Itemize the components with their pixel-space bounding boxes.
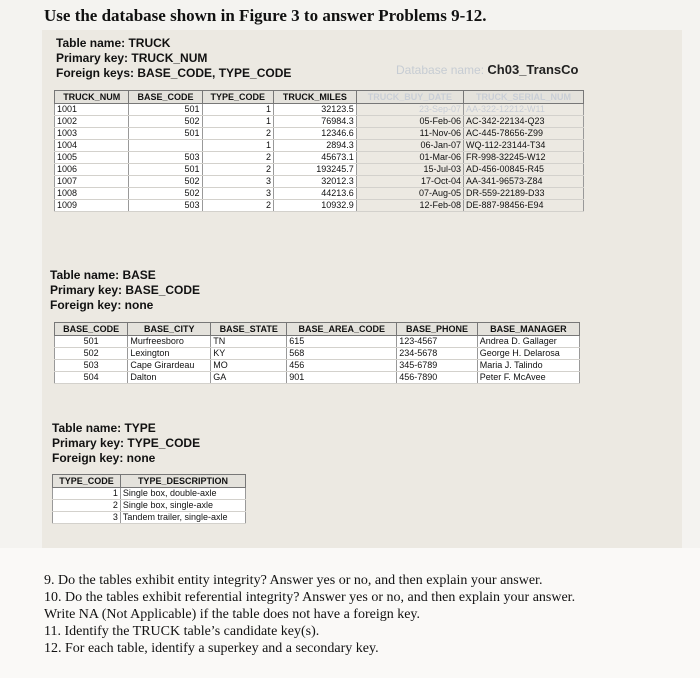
type-foreign-keys: Foreign key: none	[52, 451, 156, 465]
truck-table-cell: 12-Feb-08	[356, 200, 463, 212]
truck-table-cell: 23-Sep-07	[356, 104, 463, 116]
base-column-header: BASE_AREA_CODE	[287, 323, 397, 336]
base-table-cell: Andrea D. Gallager	[477, 336, 579, 348]
base-table-cell: Lexington	[128, 348, 211, 360]
truck-table-cell: AA-341-96573-Z84	[463, 176, 583, 188]
truck-column-header: TYPE_CODE	[202, 91, 273, 104]
truck-table-cell: 1	[202, 116, 273, 128]
truck-table-row	[55, 188, 584, 200]
truck-table-cell: 76984.3	[273, 116, 356, 128]
base-table-row	[55, 372, 580, 384]
truck-table-row	[55, 128, 584, 140]
truck-table-cell: 503	[129, 152, 202, 164]
truck-table-cell: 1001	[55, 104, 129, 116]
question-12: 12. For each table, identify a superkey and a secondary key.	[44, 641, 379, 656]
base-table-cell: MO	[211, 360, 287, 372]
base-table-cell: 502	[55, 348, 128, 360]
truck-table-cell: 1007	[55, 176, 129, 188]
truck-table-cell: 1003	[55, 128, 129, 140]
truck-table-cell: 32123.5	[273, 104, 356, 116]
base-table-cell: 503	[55, 360, 128, 372]
truck-table-cell: 2	[202, 128, 273, 140]
truck-table-cell: 15-Jul-03	[356, 164, 463, 176]
truck-table-cell: 503	[129, 200, 202, 212]
type-meta	[52, 421, 200, 466]
base-table-cell: Peter F. McAvee	[477, 372, 579, 384]
truck-table-cell: 1004	[55, 140, 129, 152]
truck-table-cell: DE-887-98456-E94	[463, 200, 583, 212]
truck-table-cell: 05-Feb-06	[356, 116, 463, 128]
truck-column-header: TRUCK_MILES	[273, 91, 356, 104]
base-table-cell: Maria J. Talindo	[477, 360, 579, 372]
type-table-cell: Single box, single-axle	[120, 500, 245, 512]
truck-table-cell: 1002	[55, 116, 129, 128]
base-table-cell: GA	[211, 372, 287, 384]
truck-table-cell: 1	[202, 140, 273, 152]
database-name-value: Ch03_TransCo	[487, 62, 579, 77]
type-table	[52, 474, 246, 524]
truck-table-cell: 32012.3	[273, 176, 356, 188]
base-column-header: BASE_STATE	[211, 323, 287, 336]
base-table-cell: 234-5678	[397, 348, 478, 360]
truck-foreign-keys: Foreign keys: BASE_CODE, TYPE_CODE	[56, 66, 292, 80]
questions	[44, 572, 700, 657]
question-10: 10. Do the tables exhibit referential integrity? Answer yes or no, and then explain your answer.	[44, 590, 576, 605]
truck-table-cell: FR-998-32245-W12	[463, 152, 583, 164]
base-meta	[50, 268, 200, 313]
base-column-header: BASE_CITY	[128, 323, 211, 336]
base-table-cell: 501	[55, 336, 128, 348]
base-table-cell: Cape Girardeau	[128, 360, 211, 372]
question-11: 11. Identify the TRUCK table’s candidate key(s).	[44, 624, 320, 639]
base-table-cell: 456	[287, 360, 397, 372]
base-table-cell: 456-7890	[397, 372, 478, 384]
truck-meta	[56, 36, 291, 81]
base-table-cell: 568	[287, 348, 397, 360]
base-foreign-keys: Foreign key: none	[50, 298, 154, 312]
truck-table-cell: 06-Jan-07	[356, 140, 463, 152]
truck-table-cell: 45673.1	[273, 152, 356, 164]
truck-table-cell: 44213.6	[273, 188, 356, 200]
truck-table-cell: 2	[202, 152, 273, 164]
truck-table-cell: 501	[129, 128, 202, 140]
truck-table-cell: 1008	[55, 188, 129, 200]
truck-table-row	[55, 116, 584, 128]
truck-table-cell: 3	[202, 188, 273, 200]
truck-table-cell: 11-Nov-06	[356, 128, 463, 140]
base-table-cell: 345-6789	[397, 360, 478, 372]
truck-table-cell: WQ-112-23144-T34	[463, 140, 583, 152]
truck-column-header: TRUCK_SERIAL_NUM	[463, 91, 583, 104]
base-table-cell: KY	[211, 348, 287, 360]
base-table-cell: 504	[55, 372, 128, 384]
truck-table-cell: 1	[202, 104, 273, 116]
type-table-cell: 3	[53, 512, 121, 524]
truck-primary-key: Primary key: TRUCK_NUM	[56, 51, 208, 65]
truck-column-header: TRUCK_BUY_DATE	[356, 91, 463, 104]
truck-table-cell: 17-Oct-04	[356, 176, 463, 188]
type-table-cell: 2	[53, 500, 121, 512]
base-column-header: BASE_MANAGER	[477, 323, 579, 336]
type-table-row	[53, 488, 246, 500]
database-name	[396, 62, 578, 77]
truck-table-cell: 12346.6	[273, 128, 356, 140]
truck-column-header: BASE_CODE	[129, 91, 202, 104]
question-9: 9. Do the tables exhibit entity integrity? Answer yes or no, and then explain your answer.	[44, 573, 543, 588]
truck-table-cell: AC-445-78656-Z99	[463, 128, 583, 140]
truck-table-cell: 10932.9	[273, 200, 356, 212]
base-primary-key: Primary key: BASE_CODE	[50, 283, 201, 297]
type-table-row	[53, 500, 246, 512]
truck-table-cell: 502	[129, 188, 202, 200]
truck-table-cell: 2	[202, 200, 273, 212]
type-table-name: Table name: TYPE	[52, 421, 156, 435]
base-table-cell: George H. Delarosa	[477, 348, 579, 360]
base-table-row	[55, 360, 580, 372]
truck-table-cell: AA-322-12212-W11	[463, 104, 583, 116]
page-heading: Use the database shown in Figure 3 to answer Problems 9-12.	[44, 6, 487, 25]
truck-table-cell: 502	[129, 176, 202, 188]
truck-table	[54, 90, 584, 212]
base-table-name: Table name: BASE	[50, 268, 156, 282]
truck-table-row	[55, 200, 584, 212]
type-table-cell: Tandem trailer, single-axle	[120, 512, 245, 524]
base-table-row	[55, 348, 580, 360]
base-table-cell: Murfreesboro	[128, 336, 211, 348]
truck-table-cell: 502	[129, 116, 202, 128]
type-table-cell: 1	[53, 488, 121, 500]
truck-table-cell: 3	[202, 176, 273, 188]
type-table-row	[53, 512, 246, 524]
base-table-cell: 123-4567	[397, 336, 478, 348]
truck-table-cell: 1009	[55, 200, 129, 212]
truck-table-name: Table name: TRUCK	[56, 36, 171, 50]
truck-table-row	[55, 164, 584, 176]
truck-table-cell: AC-342-22134-Q23	[463, 116, 583, 128]
truck-table-cell: 01-Mar-06	[356, 152, 463, 164]
truck-table-cell: 501	[129, 104, 202, 116]
base-table-cell: 615	[287, 336, 397, 348]
type-column-header: TYPE_CODE	[53, 475, 121, 488]
truck-table-cell: 07-Aug-05	[356, 188, 463, 200]
question-10-note: Write NA (Not Applicable) if the table does not have a foreign key.	[44, 607, 421, 622]
database-name-label: Database name:	[396, 63, 485, 77]
type-table-cell: Single box, double-axle	[120, 488, 245, 500]
truck-table-row	[55, 176, 584, 188]
base-column-header: BASE_PHONE	[397, 323, 478, 336]
base-table	[54, 322, 580, 384]
truck-table-cell: DR-559-22189-D33	[463, 188, 583, 200]
truck-table-cell: 1005	[55, 152, 129, 164]
type-column-header: TYPE_DESCRIPTION	[120, 475, 245, 488]
truck-table-row	[55, 104, 584, 116]
base-column-header: BASE_CODE	[55, 323, 128, 336]
truck-table-cell: 2894.3	[273, 140, 356, 152]
truck-table-row	[55, 152, 584, 164]
truck-table-cell: AD-456-00845-R45	[463, 164, 583, 176]
truck-table-cell: 501	[129, 164, 202, 176]
base-table-cell: Dalton	[128, 372, 211, 384]
truck-table-cell	[129, 140, 202, 152]
truck-column-header: TRUCK_NUM	[55, 91, 129, 104]
base-table-cell: TN	[211, 336, 287, 348]
truck-table-cell: 1006	[55, 164, 129, 176]
truck-table-cell: 193245.7	[273, 164, 356, 176]
truck-table-cell: 2	[202, 164, 273, 176]
base-table-cell: 901	[287, 372, 397, 384]
type-primary-key: Primary key: TYPE_CODE	[52, 436, 201, 450]
base-table-row	[55, 336, 580, 348]
truck-table-row	[55, 140, 584, 152]
